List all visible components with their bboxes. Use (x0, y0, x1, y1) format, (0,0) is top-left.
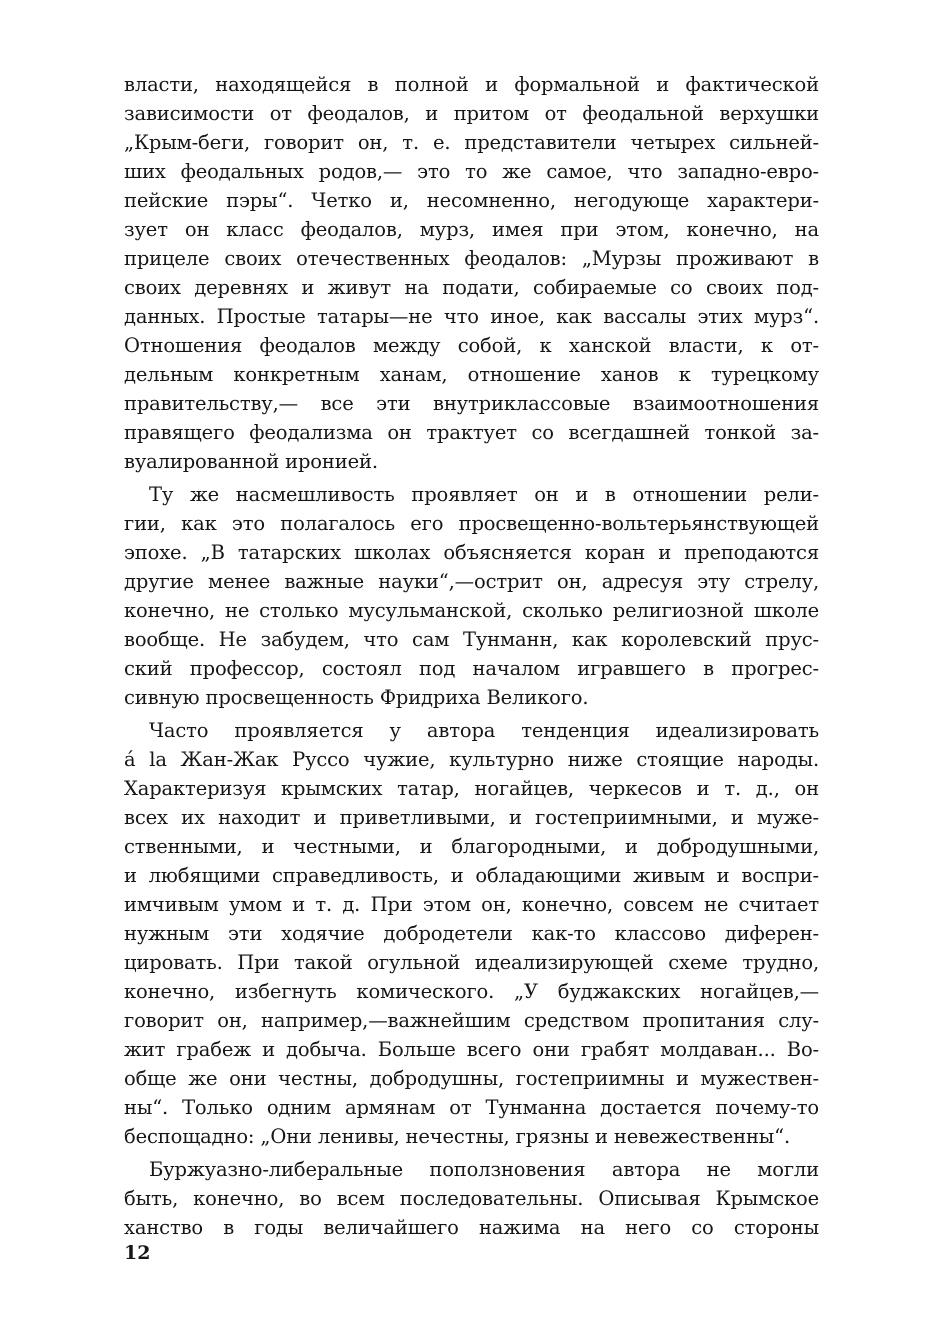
text-line: правящего феодализма он трактует со всегдашней тонкой за- (124, 421, 819, 444)
text-line: беспощадно: „Они ленивы, нечестны, грязны и невежественны“. (124, 1125, 791, 1148)
text-line: пейские пэры“. Четко и, несомненно, негодующе характери- (124, 189, 819, 212)
text-line: Часто проявляется у автора тенденция идеализировать (149, 719, 819, 742)
text-line: „Крым-беги, говорит он, т. е. представители четырех сильней- (124, 131, 819, 154)
text-line: Буржуазно-либеральные поползновения автора не могли (149, 1158, 819, 1181)
text-line: ханство в годы величайшего нажима на него со стороны (124, 1216, 819, 1239)
text-line: Ту же насмешливость проявляет он и в отношении рели- (149, 483, 819, 506)
text-line: цировать. При такой огульной идеализирующей схеме трудно, (124, 951, 819, 974)
text-line: сивную просвещенность Фридриха Великого. (124, 686, 589, 709)
text-line: á la Жан-Жак Руссо чужие, культурно ниже стоящие народы. (124, 748, 819, 771)
text-line: ственными, и честными, и благородными, и добродушными, (124, 835, 819, 858)
page-text (124, 70, 819, 1242)
text-line: дельным конкретным ханам, отношение ханов к турецкому (124, 363, 819, 386)
text-line: ский профессор, состоял под началом игравшего в прогрес- (124, 657, 819, 680)
text-line: быть, конечно, во всем последовательны. Описывая Крымское (124, 1187, 819, 1210)
text-line: данных. Простые татары—не что иное, как вассалы этих мурз“. (124, 305, 819, 328)
text-line: гии, как это полагалось его просвещенно-вольтерьянствующей (124, 512, 819, 535)
text-line: обще же они честны, добродушны, гостеприимны и мужествен- (124, 1067, 819, 1090)
text-line: вообще. Не забудем, что сам Тунманн, как королевский прус- (124, 628, 819, 651)
text-line: прицеле своих отечественных феодалов: „Мурзы проживают в (124, 247, 819, 270)
page-number: 12 (124, 1242, 151, 1264)
paragraph (124, 716, 819, 1151)
text-line: всех их находит и приветливыми, и гостеприимными, и муже- (124, 806, 819, 829)
text-line: власти, находящейся в полной и формальной и фактической (124, 73, 819, 96)
text-line: ших феодальных родов,— это то же самое, что западно-евро- (124, 160, 819, 183)
text-line: нужным эти ходячие добродетели как-то классово диферен- (124, 922, 819, 945)
text-line: конечно, не столько мусульманской, сколько религиозной школе (124, 599, 819, 622)
text-line: и любящими справедливость, и обладающими живым и воспри- (124, 864, 819, 887)
paragraph (124, 480, 819, 712)
text-line: говорит он, например,—важнейшим средством пропитания слу- (124, 1009, 819, 1032)
text-line: вуалированной иронией. (124, 450, 378, 473)
text-line: Отношения феодалов между собой, к ханской власти, к от- (124, 334, 819, 357)
text-line: правительству,— все эти внутриклассовые взаимоотношения (124, 392, 819, 415)
text-line: зависимости от феодалов, и притом от феодальной верхушки (124, 102, 819, 125)
text-line: конечно, избегнуть комического. „У буджакских ногайцев,— (124, 980, 819, 1003)
text-line: имчивым умом и т. д. При этом он, конечно, совсем не считает (124, 893, 819, 916)
paragraph (124, 1155, 819, 1242)
text-line: другие менее важные науки“,—острит он, адресуя эту стрелу, (124, 570, 819, 593)
text-line: ны“. Только одним армянам от Тунманна достается почему-то (124, 1096, 819, 1119)
text-line: своих деревнях и живут на подати, собираемые со своих под- (124, 276, 819, 299)
text-line: жит грабеж и добыча. Больше всего они грабят молдаван... Во- (124, 1038, 819, 1061)
text-line: зует он класс феодалов, мурз, имея при этом, конечно, на (124, 218, 819, 241)
paragraph (124, 70, 819, 476)
text-line: Характеризуя крымских татар, ногайцев, черкесов и т. д., он (124, 777, 819, 800)
text-line: эпохе. „В татарских школах объясняется коран и преподаются (124, 541, 819, 564)
